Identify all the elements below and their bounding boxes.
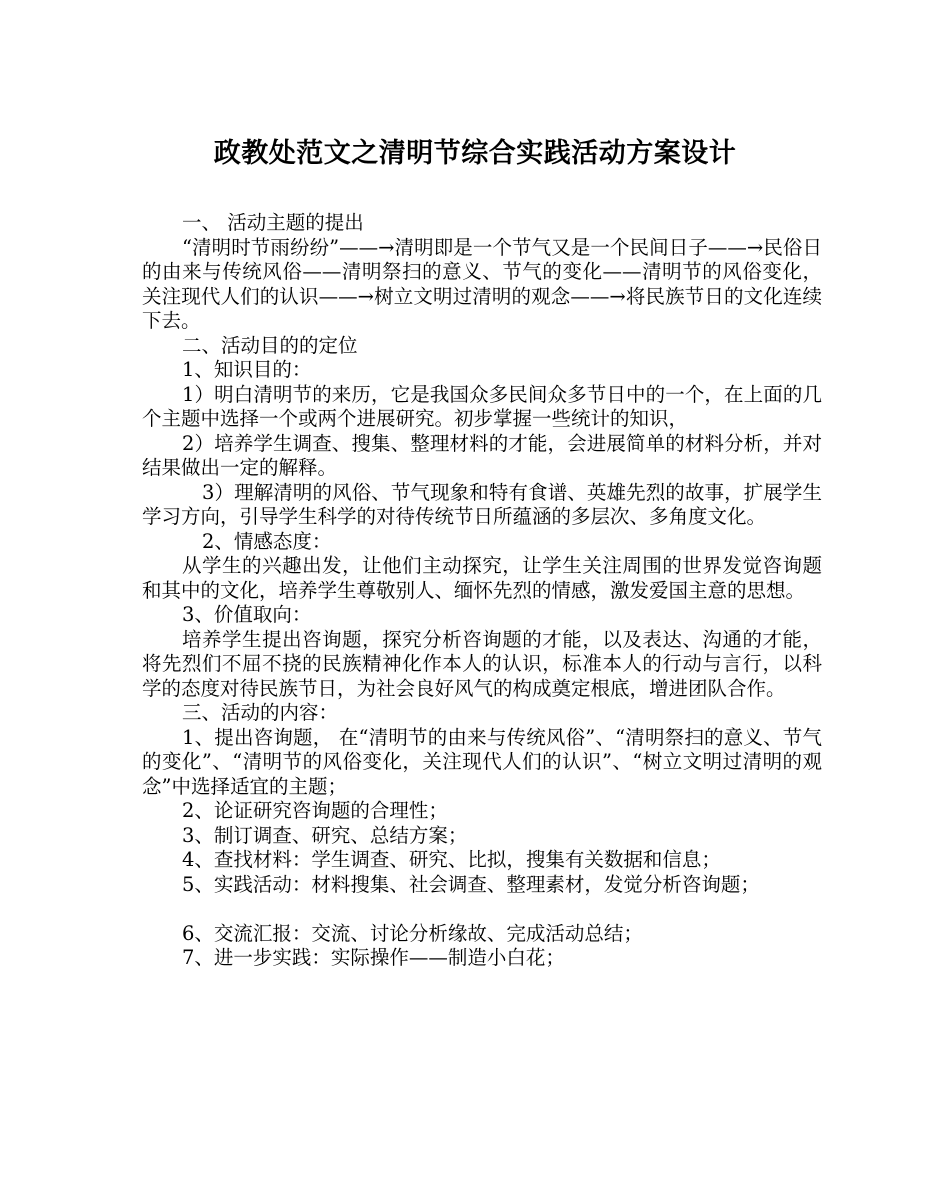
subheading-emotion-attitude: 2、情感态度： <box>202 529 332 553</box>
paragraph-value-orientation: 培养学生提出咨询题，探究分析咨询题的才能，以及表达、沟通的才能，将先烈们不屈不挠的民族精神化作本人的认识，标准本人的行动与言行，以科学的态度对待民族节日，为社会良好风气的构成奠定根底，增进团队合作。 <box>142 627 822 700</box>
list-item-content-7: 7、进一步实践：实际操作——制造小白花； <box>182 946 565 969</box>
list-item-content-5: 5、实践活动：材料搜集、社会调查、整理素材，发觉分析咨询题； <box>182 872 760 896</box>
document-body <box>142 211 822 971</box>
subheading-value-orientation: 3、价值取向： <box>182 603 312 626</box>
list-item-content-2: 2、论证研究咨询题的合理性； <box>182 799 448 822</box>
section-heading-2: 二、活动目的的定位 <box>182 333 358 357</box>
document-title: 政教处范文之清明节综合实践活动方案设计 <box>213 138 737 169</box>
blank-line <box>142 897 822 922</box>
list-item-content-3: 3、制订调查、研究、总结方案； <box>182 823 468 847</box>
list-item-goal-2: 2）培养学生调查、搜集、整理材料的才能，会进展简单的材料分析，并对结果做出一定的解释。 <box>142 431 822 479</box>
subheading-knowledge-goal: 1、知识目的： <box>182 358 312 381</box>
paragraph-theme: “清明时节雨纷纷”——→清明即是一个节气又是一个民间日子——→民俗日的由来与传统风俗——清明祭扫的意义、节气的变化——清明节的风俗变化，关注现代人们的认识——→树立文明过清明的观念——→将民族节日的文化连续下去。 <box>142 235 822 332</box>
list-item-goal-1: 1）明白清明节的来历，它是我国众多民间众多节日中的一个，在上面的几个主题中选择一个或两个进展研究。初步掌握一些统计的知识， <box>142 382 822 430</box>
list-item-content-4: 4、查找材料：学生调查、研究、比拟，搜集有关数据和信息； <box>182 848 721 871</box>
section-heading-1: 一、 活动主题的提出 <box>182 211 364 234</box>
section-heading-3: 三、活动的内容： <box>182 701 339 724</box>
list-item-goal-3: 3）理解清明的风俗、节气现象和特有食谱、英雄先烈的故事，扩展学生学习方向，引导学生科学的对待传统节日所蕴涵的多层次、多角度文化。 <box>142 480 822 528</box>
list-item-content-6: 6、交流汇报：交流、讨论分析缘故、完成活动总结； <box>182 921 643 945</box>
list-item-content-1: 1、提出咨询题， 在“清明节的由来与传统风俗”、“清明祭扫的意义、节气的变化”、“清明节的风俗变化，关注现代人们的认识”、“树立文明过清明的观念”中选择适宜的主题； <box>142 725 822 798</box>
paragraph-emotion-attitude: 从学生的兴趣出发，让他们主动探究，让学生关注周围的世界发觉咨询题和其中的文化，培养学生尊敬别人、缅怀先烈的情感，激发爱国主意的思想。 <box>142 554 822 602</box>
